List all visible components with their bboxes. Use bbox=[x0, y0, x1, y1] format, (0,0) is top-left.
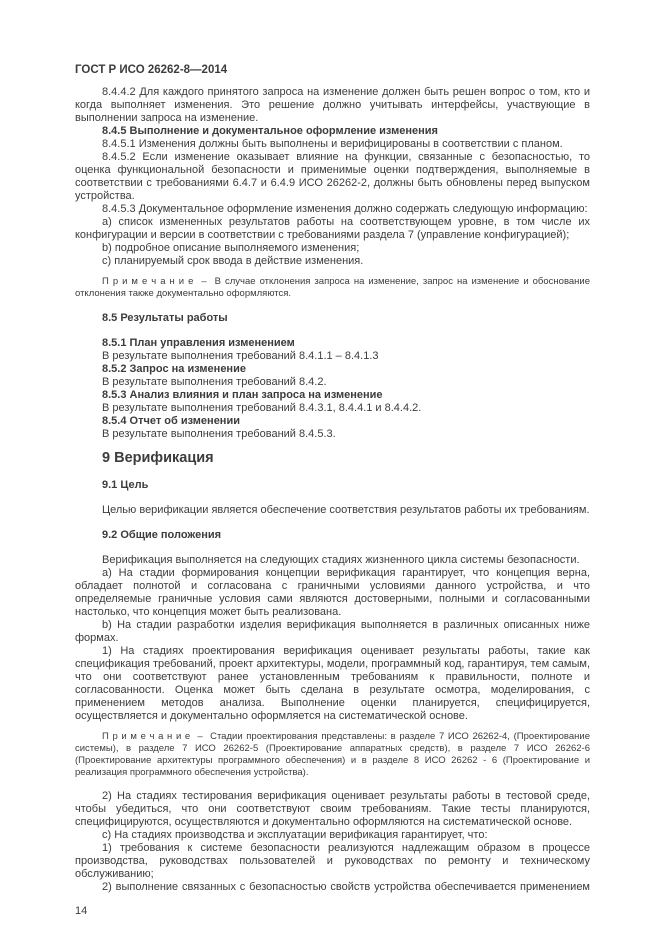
list-item-1-design: 1) На стадиях проектирования верификация оценивает результаты работы, такие как спецификация требований, проект архитектуры, модели, программный код, гарантируя, тем самым, что они соответствуют ранее установленным требованиям к правильности, полноте и согласованности. Оценка может быть сделана в результате осмотра, моделирования, с применением методов анализа. Выполнение оценки планируется, специфицируется, осуществляется и документально оформляется на систематической основе. bbox=[75, 645, 590, 722]
list-item-a-concept: a) На стадии формирования концепции верификация гарантирует, что концепция верна, обладает полнотой и согласована с граничными условиями данного устройства, и что определяемые граничные условия сами являются достоверными, полными и согласованными настолько, что концепция может быть реализована. bbox=[75, 567, 590, 618]
paragraph-9-1-goal: Целью верификации является обеспечение соответствия результатов работы их требованиям. bbox=[102, 504, 590, 516]
clause-8-4-5-1: 8.4.5.1 Изменения должны быть выполнены и верифицированы в соответствии с планом. bbox=[102, 138, 563, 150]
note-design-stages: П р и м е ч а н и е – Стадии проектирования представлены: в разделе 7 ИСО 26262-4, (Проектирование системы), в разделе 7 ИСО 26262-5 (Проектирование аппаратных средств), в разделе 7 ИСО 26262-6 (Проектирование архитектуры программного обеспечения) и в разделе 8 ИСО 26262 - 6 (Проектирование и реализация программного обеспечения устройства). bbox=[75, 731, 590, 778]
list-item-2-testing: 2) На стадиях тестирования верификация оценивает результаты работы в тестовой среде, чтобы убедиться, что они соответствуют своим требованиям. Такие тесты планируются, специфицируются, осуществляются и документально оформляются на систематической основе. bbox=[75, 790, 590, 828]
heading-8-4-5: 8.4.5 Выполнение и документальное оформление изменения bbox=[102, 125, 438, 137]
paragraph-9-2-intro: Верификация выполняется на следующих стадиях жизненного цикла системы безопасности. bbox=[102, 554, 580, 566]
heading-9-1: 9.1 Цель bbox=[102, 479, 149, 491]
heading-8-5-3: 8.5.3 Анализ влияния и план запроса на изменение bbox=[102, 389, 383, 401]
clause-8-4-4-2: 8.4.4.2 Для каждого принятого запроса на изменение должен быть решен вопрос о том, кто и когда выполняет изменения. Это решение должно учитывать интерфейсы, участвующие в выполнении запроса на изменение. bbox=[75, 86, 590, 124]
result-8-5-3: В результате выполнения требований 8.4.3.1, 8.4.4.1 и 8.4.4.2. bbox=[102, 402, 422, 414]
note-change-request: П р и м е ч а н и е – В случае отклонения запроса на изменение, запрос на изменение и обоснование отклонения также документально оформляются. bbox=[75, 276, 590, 299]
section-heading-8-5: 8.5 Результаты работы bbox=[102, 312, 228, 324]
clause-8-4-5-2: 8.4.5.2 Если изменение оказывает влияние на функции, связанные с безопасностью, то оценка функциональной безопасности и применимые оценки подтверждения, выполняемые в соответствии с требованиями 6.4.7 и 6.4.9 ИСО 26262-2, должны быть обновлены перед выпуском устройства. bbox=[75, 151, 590, 202]
result-8-5-2: В результате выполнения требований 8.4.2. bbox=[102, 376, 327, 388]
list-item-c: c) планируемый срок ввода в действие изменения. bbox=[102, 255, 364, 267]
list-item-c-production: c) На стадиях производства и эксплуатации верификация гарантирует, что: bbox=[102, 829, 488, 841]
clause-8-4-5-3: 8.4.5.3 Документальное оформление изменения должно содержать следующую информацию: bbox=[102, 203, 588, 215]
heading-9-2: 9.2 Общие положения bbox=[102, 529, 222, 541]
list-item-a: a) список измененных результатов работы на соответствующем уровне, в том числе их конфигурации и версии в соответствии с требованиями раздела 7 (управление конфигурацией); bbox=[75, 216, 590, 241]
chapter-heading-9: 9 Верификация bbox=[102, 450, 214, 466]
result-8-5-4: В результате выполнения требований 8.4.5.3. bbox=[102, 428, 336, 440]
list-item-2-safety-properties: 2) выполнение связанных с безопасностью свойств устройства обеспечивается применением bbox=[102, 881, 590, 893]
page-number: 14 bbox=[75, 905, 88, 917]
heading-8-5-2: 8.5.2 Запрос на изменение bbox=[102, 363, 246, 375]
heading-8-5-4: 8.5.4 Отчет об изменении bbox=[102, 415, 240, 427]
document-header: ГОСТ Р ИСО 26262-8—2014 bbox=[75, 64, 228, 76]
list-item-1-safety-requirements: 1) требования к системе безопасности реализуются надлежащим образом в процессе производства, руководствах пользователей и руководствах по ремонту и техническому обслуживанию; bbox=[75, 842, 590, 880]
heading-8-5-1: 8.5.1 План управления изменением bbox=[102, 337, 295, 349]
result-8-5-1: В результате выполнения требований 8.4.1.1 – 8.4.1.3 bbox=[102, 350, 379, 362]
list-item-b-development: b) На стадии разработки изделия верификация выполняется в различных описанных ниже формах. bbox=[75, 619, 590, 644]
list-item-b: b) подробное описание выполняемого изменения; bbox=[102, 242, 360, 254]
